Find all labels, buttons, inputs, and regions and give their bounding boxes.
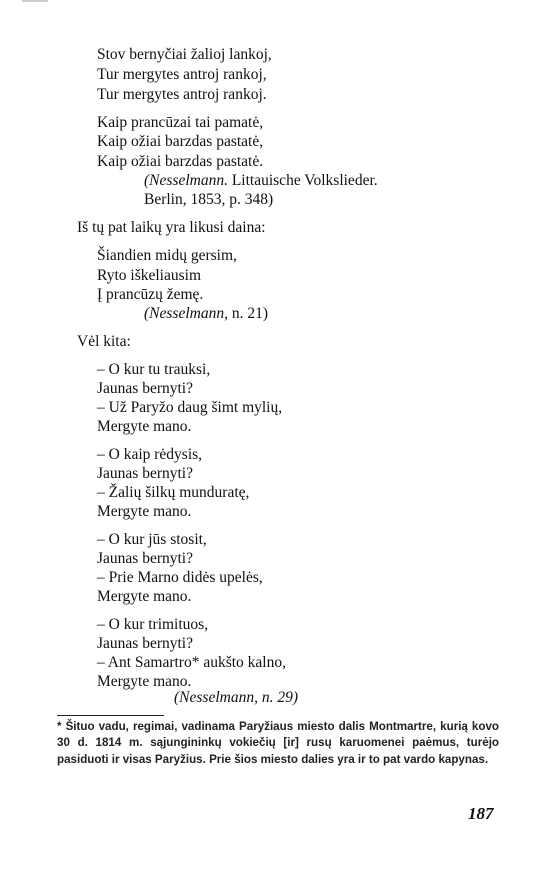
- citation: (Nesselmann, n. 29): [174, 689, 298, 706]
- verse-line: – Už Paryžo daug šimt mylių,: [97, 399, 283, 416]
- verse-line: Tur mergytes antroj rankoj.: [97, 86, 267, 103]
- verse-line: Mergyte mano.: [97, 503, 192, 520]
- verse-line: Į prancūzų žemę.: [97, 286, 204, 303]
- verse-line: Jaunas bernyti?: [97, 380, 193, 397]
- verse-line: Jaunas bernyti?: [97, 635, 193, 652]
- citation-source: n. 21): [227, 305, 268, 322]
- verse-line: – Prie Marno didės upelės,: [97, 569, 263, 586]
- citation-line: Berlin, 1853, p. 348): [144, 191, 274, 208]
- verse-line: Mergyte mano.: [97, 673, 192, 690]
- citation-source: Littauische Volkslieder.: [227, 172, 378, 189]
- citation-author: (Nesselmann,: [144, 305, 228, 322]
- verse-line: – O kur tu trauksi,: [97, 361, 211, 378]
- footnote-separator: [57, 715, 164, 716]
- verse-line: Jaunas bernyti?: [97, 465, 193, 482]
- citation: [144, 172, 378, 190]
- verse-line: Šiandien midų gersim,: [97, 247, 237, 264]
- verse-line: – O kur trimituos,: [97, 616, 209, 633]
- verse-line: Mergyte mano.: [97, 588, 192, 605]
- verse-line: Kaip ožiai barzdas pastatė.: [97, 153, 264, 170]
- verse-line: Kaip prancūzai tai pamatė,: [97, 114, 264, 131]
- page-number: 187: [468, 804, 494, 823]
- citation: [144, 305, 268, 323]
- verse-line: – O kur jūs stosit,: [97, 531, 207, 548]
- verse-line: Mergyte mano.: [97, 418, 192, 435]
- prose-line: Iš tų pat laikų yra likusi daina:: [77, 219, 266, 236]
- verse-line: Tur mergytes antroj rankoj,: [97, 66, 267, 83]
- verse-line: Jaunas bernyti?: [97, 550, 193, 567]
- verse-line: – O kaip rėdysis,: [97, 446, 203, 463]
- citation-author: (Nesselmann.: [144, 172, 228, 189]
- footnote: * Šituo vadu, regimai, vadinama Paryžiaus miesto dalis Montmartre, kurią kovo 30 d. 1814 m. sąjungininkų vokiečių [ir] rusų karuomenei paėmus, turėjo pasiduoti ir visas Paryžius. Prie šios miesto dalies yra ir to pat vardo kapynas.: [57, 720, 499, 766]
- prose-line: Vėl kita:: [77, 333, 131, 350]
- scan-mark: [22, 0, 48, 2]
- verse-line: Kaip ožiai barzdas pastatė,: [97, 133, 264, 150]
- verse-line: Ryto iškeliausim: [97, 267, 202, 284]
- verse-line: – Žalių šilkų munduratę,: [97, 484, 250, 501]
- verse-line: – Ant Samartro* aukšto kalno,: [97, 654, 286, 671]
- verse-line: Stov bernyčiai žalioj lankoj,: [97, 46, 272, 63]
